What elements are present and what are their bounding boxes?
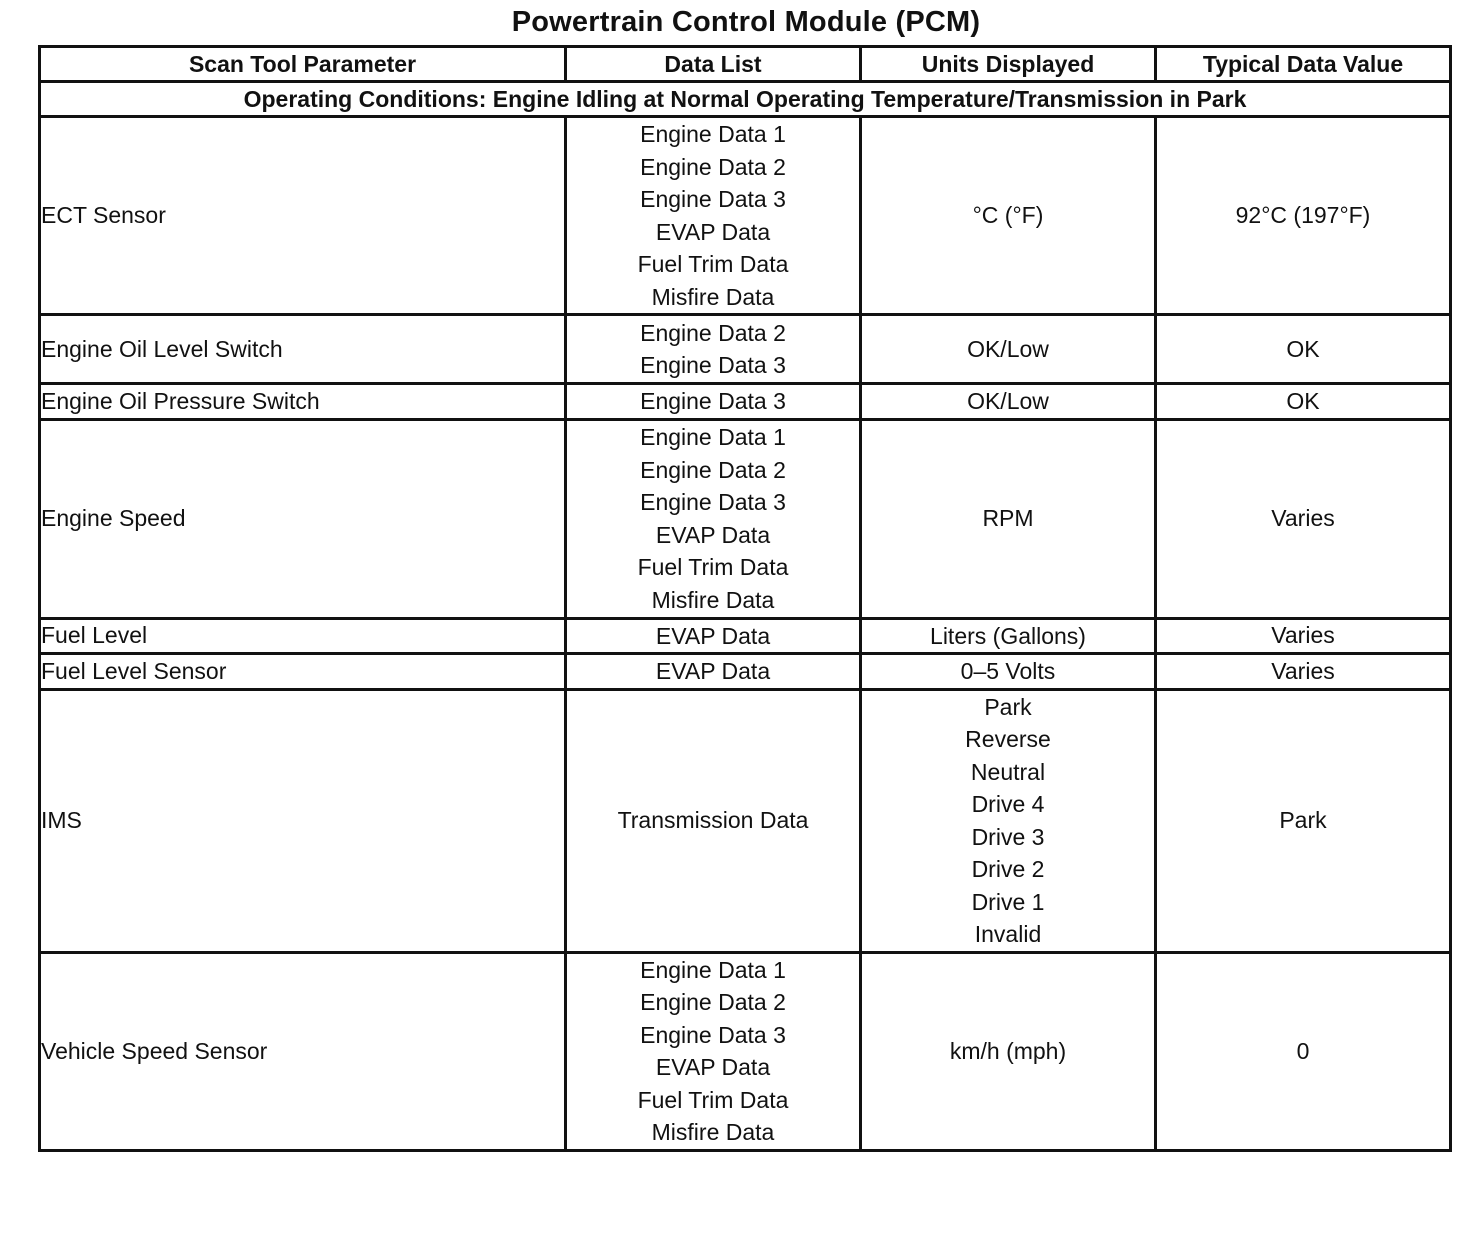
typical-value-cell: 92°C (197°F) [1156,117,1451,315]
data-list-item: Engine Data 2 [640,989,786,1015]
typical-value-cell: 0 [1156,952,1451,1150]
typical-value-cell: Park [1156,689,1451,952]
units-item: OK/Low [967,335,1049,362]
data-list-item: EVAP Data [655,1054,771,1080]
data-list-item: Transmission Data [617,807,809,834]
header-data-list: Data List [566,47,861,82]
data-list-item: Engine Data 2 [640,456,786,483]
typical-value-cell: OK [1156,384,1451,420]
data-list-cell [566,419,861,618]
data-list-item: EVAP Data [655,658,771,684]
table-row [40,315,1451,384]
units-item: Drive 4 [971,791,1045,817]
data-list-item: Engine Data 3 [640,186,786,212]
data-list-cell [566,689,861,952]
data-list-item: EVAP Data [655,218,771,245]
table-row [40,952,1451,1150]
data-list-cell [566,618,861,654]
units-item: Drive 3 [971,823,1045,850]
units-item: Neutral [970,758,1046,785]
units-item: Park [984,693,1032,720]
units-item: OK/Low [967,388,1049,414]
data-list-item: Engine Data 3 [640,489,786,515]
units-item: Invalid [974,921,1042,947]
units-item: Drive 1 [971,888,1045,915]
data-list-item: Engine Data 2 [640,153,786,180]
page-title: Powertrain Control Module (PCM) [511,6,981,38]
units-item: RPM [982,505,1034,532]
units-item: km/h (mph) [949,1037,1067,1064]
typical-value-cell: Varies [1156,654,1451,690]
data-list-cell [566,315,861,384]
data-list-item: Fuel Trim Data [637,251,789,277]
table-row [40,384,1451,420]
table-row [40,419,1451,618]
parameter-cell: Engine Speed [40,419,566,618]
parameter-cell: Engine Oil Pressure Switch [40,384,566,420]
data-list-item: Engine Data 3 [640,352,786,378]
parameter-cell: Vehicle Speed Sensor [40,952,566,1150]
units-cell [861,419,1156,618]
data-list-item: Engine Data 1 [640,956,786,983]
data-list-item: EVAP Data [655,622,771,649]
data-list-item: Engine Data 2 [640,319,786,346]
table-row [40,618,1451,654]
header-units-displayed: Units Displayed [861,47,1156,82]
parameter-cell: Fuel Level Sensor [40,654,566,690]
parameter-cell: Fuel Level [40,618,566,654]
table-row [40,654,1451,690]
data-list-item: Engine Data 1 [640,121,786,147]
table-row [40,689,1451,952]
data-list-item: Fuel Trim Data [637,554,789,580]
parameter-cell: Engine Oil Level Switch [40,315,566,384]
units-cell [861,315,1156,384]
units-item: Drive 2 [971,856,1045,882]
typical-value-cell: OK [1156,315,1451,384]
units-cell [861,952,1156,1150]
units-cell [861,384,1156,420]
data-list-item: Misfire Data [651,1119,775,1145]
data-list-cell [566,952,861,1150]
operating-conditions-row [40,82,1451,117]
units-cell [861,689,1156,952]
header-row [40,47,1451,82]
units-cell [861,654,1156,690]
pcm-data-table [38,45,1452,1152]
units-item: Liters (Gallons) [930,622,1086,649]
units-item: 0–5 Volts [960,658,1056,684]
header-scan-tool-parameter: Scan Tool Parameter [40,47,566,82]
data-list-item: Misfire Data [651,283,775,310]
units-item: Reverse [965,726,1051,752]
units-cell [861,117,1156,315]
parameter-cell: IMS [40,689,566,952]
data-list-item: Engine Data 3 [640,388,786,414]
data-list-item: EVAP Data [655,521,771,548]
typical-value-cell: Varies [1156,618,1451,654]
data-list-cell [566,654,861,690]
data-list-item: Fuel Trim Data [637,1086,789,1113]
data-list-cell [566,384,861,420]
typical-value-cell: Varies [1156,419,1451,618]
parameter-cell: ECT Sensor [40,117,566,315]
data-list-item: Engine Data 3 [640,1021,786,1048]
data-list-item: Engine Data 1 [640,424,786,450]
table-row [40,117,1451,315]
data-list-cell [566,117,861,315]
units-item: °C (°F) [972,202,1044,229]
data-list-item: Misfire Data [651,586,775,613]
units-cell [861,618,1156,654]
operating-conditions: Operating Conditions: Engine Idling at Normal Operating Temperature/Transmission in Park [40,82,1451,117]
header-typical-data-value: Typical Data Value [1156,47,1451,82]
